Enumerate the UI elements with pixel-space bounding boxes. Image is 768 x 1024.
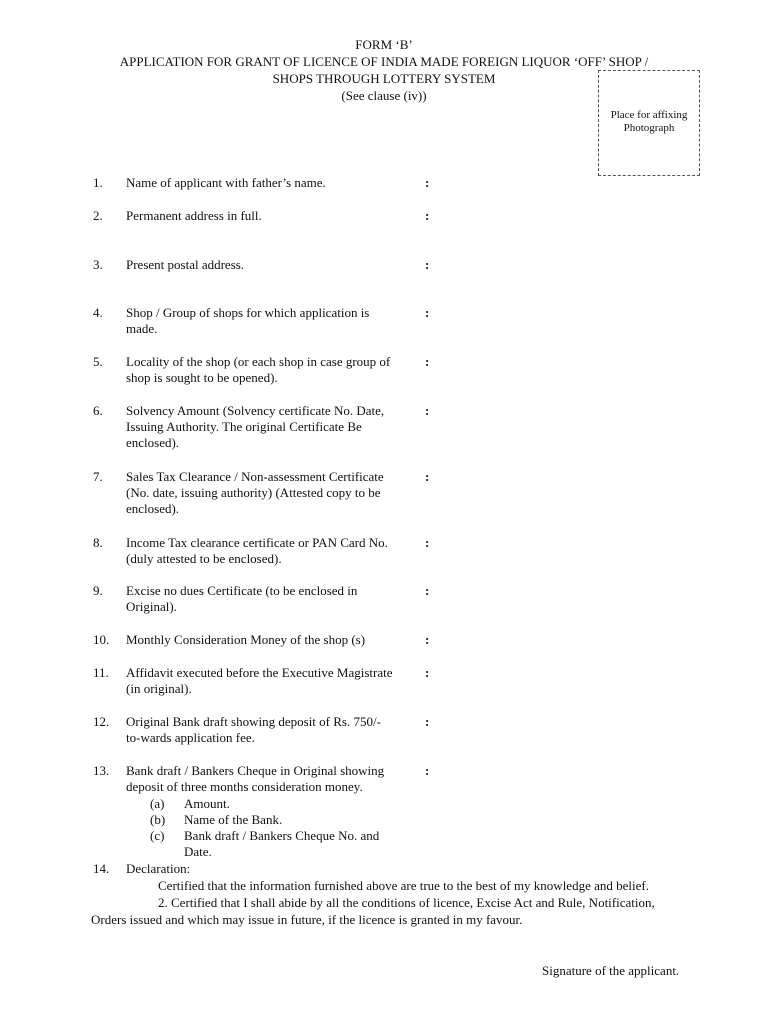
item-colon: : — [425, 354, 430, 369]
item-label-line: Shop / Group of shops for which application is — [126, 305, 370, 320]
item-label-line: (in original). — [126, 681, 192, 696]
item-label-line: Permanent address in full. — [126, 208, 262, 223]
declaration-line-1: Certified that the information furnished above are true to the best of my knowledge and belief. — [158, 878, 649, 893]
item-colon: : — [425, 175, 430, 190]
item-label-line: Monthly Consideration Money of the shop (s) — [126, 632, 366, 647]
item-label-line: to-wards application fee. — [126, 730, 255, 745]
form-title: FORM ‘B’ — [355, 37, 413, 52]
item-label — [126, 403, 416, 451]
item-number: 13. — [93, 763, 110, 778]
item-label-line: Issuing Authority. The original Certificate Be — [126, 419, 362, 434]
item-label-line: enclosed). — [126, 435, 180, 450]
item-number: 14. — [93, 861, 110, 876]
item-label — [126, 763, 416, 795]
item-label-line: Income Tax clearance certificate or PAN Card No. — [126, 535, 388, 550]
item-label — [126, 175, 416, 191]
item-label — [126, 257, 416, 273]
item-label — [126, 354, 416, 386]
item-label-line: shop is sought to be opened). — [126, 370, 278, 385]
sub-item-label-line: Amount. — [184, 796, 230, 811]
item-label — [126, 632, 416, 648]
sub-item-label-line: Bank draft / Bankers Cheque No. and — [184, 828, 380, 843]
item-colon: : — [425, 403, 430, 418]
item-label — [126, 208, 416, 224]
sub-item-label — [184, 812, 414, 828]
item-colon: : — [425, 535, 430, 550]
item-label-line: Excise no dues Certificate (to be enclosed in — [126, 583, 358, 598]
item-colon: : — [425, 583, 430, 598]
item-number: 9. — [93, 583, 103, 598]
item-number: 10. — [93, 632, 110, 647]
item-colon: : — [425, 208, 430, 223]
item-label-line: Bank draft / Bankers Cheque in Original showing — [126, 763, 385, 778]
item-colon: : — [425, 257, 430, 272]
item-colon: : — [425, 632, 430, 647]
item-label-line: Locality of the shop (or each shop in case group of — [126, 354, 391, 369]
item-label-line: (duly attested to be enclosed). — [126, 551, 282, 566]
item-colon: : — [425, 714, 430, 729]
declaration-line-2: 2. Certified that I shall abide by all the conditions of licence, Excise Act and Rule, Notification, — [158, 895, 655, 910]
item-number: 3. — [93, 257, 103, 272]
declaration-heading: Declaration: — [126, 861, 191, 876]
item-label — [126, 469, 416, 517]
clause-reference: (See clause (iv)) — [341, 88, 427, 103]
item-label — [126, 714, 416, 746]
item-label-line: enclosed). — [126, 501, 180, 516]
item-colon: : — [425, 305, 430, 320]
item-label — [126, 583, 416, 615]
item-number: 4. — [93, 305, 103, 320]
signature-label: Signature of the applicant. — [542, 963, 680, 978]
item-label-line: Name of applicant with father’s name. — [126, 175, 326, 190]
item-number: 1. — [93, 175, 103, 190]
sub-item-label — [184, 796, 414, 812]
item-label — [126, 305, 416, 337]
item-label-line: (No. date, issuing authority) (Attested copy to be — [126, 485, 381, 500]
item-label-line: deposit of three months consideration money. — [126, 779, 363, 794]
item-label-line: Affidavit executed before the Executive Magistrate — [126, 665, 393, 680]
item-label — [126, 535, 416, 567]
photograph-placeholder — [598, 70, 700, 176]
declaration-line-3: Orders issued and which may issue in future, if the licence is granted in my favour. — [91, 912, 523, 927]
sub-item-letter: (a) — [150, 796, 165, 811]
sub-item-label-line: Name of the Bank. — [184, 812, 283, 827]
item-number: 5. — [93, 354, 103, 369]
item-label-line: Original). — [126, 599, 177, 614]
item-label-line: Sales Tax Clearance / Non-assessment Certificate — [126, 469, 384, 484]
form-heading-line-1: APPLICATION FOR GRANT OF LICENCE OF INDIA MADE FOREIGN LIQUOR ‘OFF’ SHOP / — [119, 54, 649, 69]
photograph-label-line-2: Photograph — [623, 122, 675, 134]
form-heading-line-2: SHOPS THROUGH LOTTERY SYSTEM — [272, 71, 496, 86]
item-number: 11. — [93, 665, 109, 680]
item-number: 6. — [93, 403, 103, 418]
item-label-line: Original Bank draft showing deposit of Rs. 750/- — [126, 714, 381, 729]
item-label-line: Present postal address. — [126, 257, 245, 272]
item-number: 8. — [93, 535, 103, 550]
item-label-line: Solvency Amount (Solvency certificate No. Date, — [126, 403, 385, 418]
item-colon: : — [425, 665, 430, 680]
photograph-label-line-1: Place for affixing — [610, 109, 688, 121]
item-label-line: made. — [126, 321, 158, 336]
sub-item-letter: (b) — [150, 812, 166, 827]
sub-item-label-line: Date. — [184, 844, 212, 859]
sub-item-letter: (c) — [150, 828, 165, 843]
item-number: 12. — [93, 714, 110, 729]
item-label — [126, 665, 416, 697]
sub-item-label — [184, 828, 414, 860]
item-number: 7. — [93, 469, 103, 484]
item-number: 2. — [93, 208, 103, 223]
item-colon: : — [425, 469, 430, 484]
item-colon: : — [425, 763, 430, 778]
